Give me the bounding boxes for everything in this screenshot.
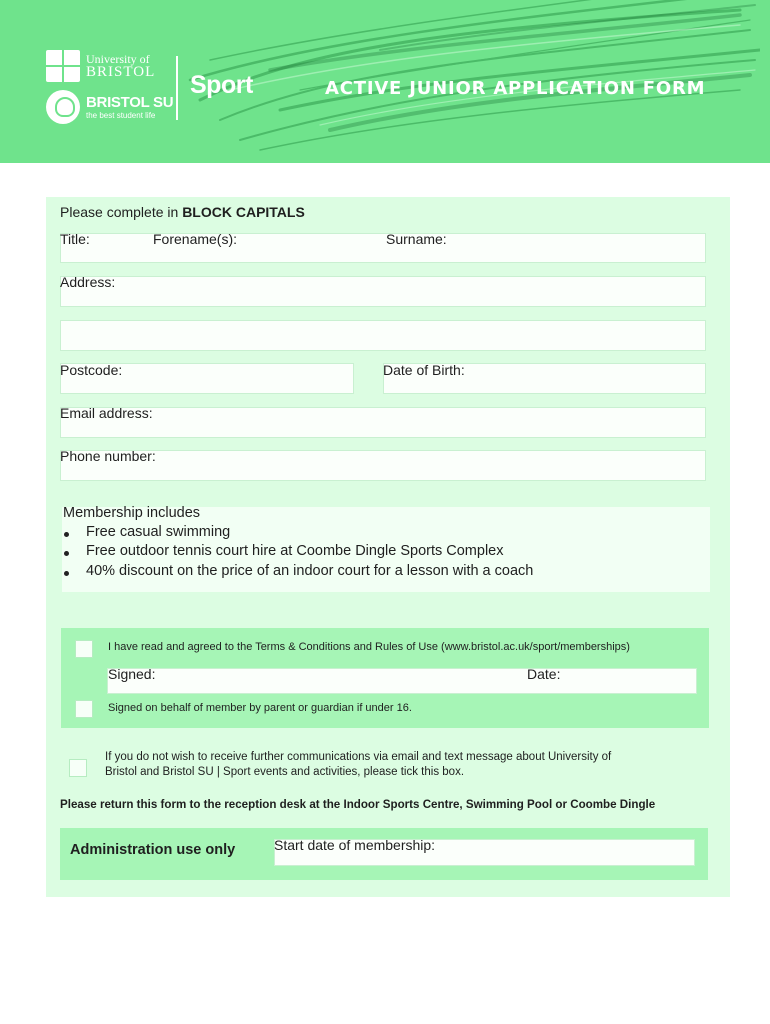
instruction-text: Please complete in BLOCK CAPITALS xyxy=(60,204,305,220)
header-banner xyxy=(0,0,770,163)
address-field-line1[interactable] xyxy=(60,276,706,307)
membership-benefits-box xyxy=(62,507,710,592)
opt-out-checkbox[interactable] xyxy=(69,759,87,777)
signature-field[interactable] xyxy=(107,668,697,694)
bullet-icon xyxy=(64,532,69,537)
opt-out-text-line2: Bristol and Bristol SU | Sport events and activities, please tick this box. xyxy=(105,766,465,778)
sport-wordmark: Sport xyxy=(190,71,253,99)
phone-field[interactable] xyxy=(60,450,706,481)
date-label: Date: xyxy=(527,666,561,682)
date-of-birth-label: Date of Birth: xyxy=(383,362,465,378)
address-label: Address: xyxy=(60,274,116,290)
forename-label: Forename(s): xyxy=(153,231,238,247)
form-title: ACTIVE JUNIOR APPLICATION FORM xyxy=(325,78,706,99)
opt-out-text-line1: If you do not wish to receive further communications via email and text message about University of xyxy=(105,751,612,763)
surname-label: Surname: xyxy=(386,231,447,247)
guardian-checkbox[interactable] xyxy=(75,700,93,718)
university-logo xyxy=(46,50,155,82)
email-label: Email address: xyxy=(60,405,153,421)
return-instructions: Please return this form to the reception desk at the Indoor Sports Centre, Swimming Pool or Coombe Dingle xyxy=(60,798,656,811)
postcode-label: Postcode: xyxy=(60,362,123,378)
address-field-line2[interactable] xyxy=(60,320,706,351)
membership-item: Free outdoor tennis court hire at Coombe Dingle Sports Complex xyxy=(86,543,504,559)
phone-label: Phone number: xyxy=(60,448,156,464)
signed-label: Signed: xyxy=(108,666,156,682)
block-capitals-emphasis: BLOCK CAPITALS xyxy=(182,204,305,220)
admin-label: Administration use only xyxy=(70,842,236,858)
bullet-icon xyxy=(64,551,69,556)
start-date-label: Start date of membership: xyxy=(274,837,436,853)
university-crest-icon xyxy=(46,50,80,82)
bristol-su-logo xyxy=(46,90,173,124)
university-name-line2: BRISTOL xyxy=(86,64,156,80)
terms-agreement-box xyxy=(61,628,709,728)
terms-agree-text: I have read and agreed to the Terms & Conditions and Rules of Use (www.bristol.ac.uk/sport/memberships) xyxy=(108,641,630,653)
bullet-icon xyxy=(64,571,69,576)
admin-box xyxy=(60,828,708,880)
hot-air-balloon-icon xyxy=(46,90,80,124)
su-tagline: the best student life xyxy=(86,111,156,120)
title-label: Title: xyxy=(60,231,90,247)
email-field[interactable] xyxy=(60,407,706,438)
membership-item: 40% discount on the price of an indoor court for a lesson with a coach xyxy=(86,563,534,579)
su-name: BRISTOL SU xyxy=(86,94,174,111)
terms-agree-checkbox[interactable] xyxy=(75,640,93,658)
membership-heading: Membership includes xyxy=(63,505,201,521)
guardian-text: Signed on behalf of member by parent or guardian if under 16. xyxy=(108,702,412,714)
membership-item: Free casual swimming xyxy=(86,524,231,540)
logo-divider xyxy=(176,56,178,120)
university-name-line1: University of xyxy=(86,52,150,66)
